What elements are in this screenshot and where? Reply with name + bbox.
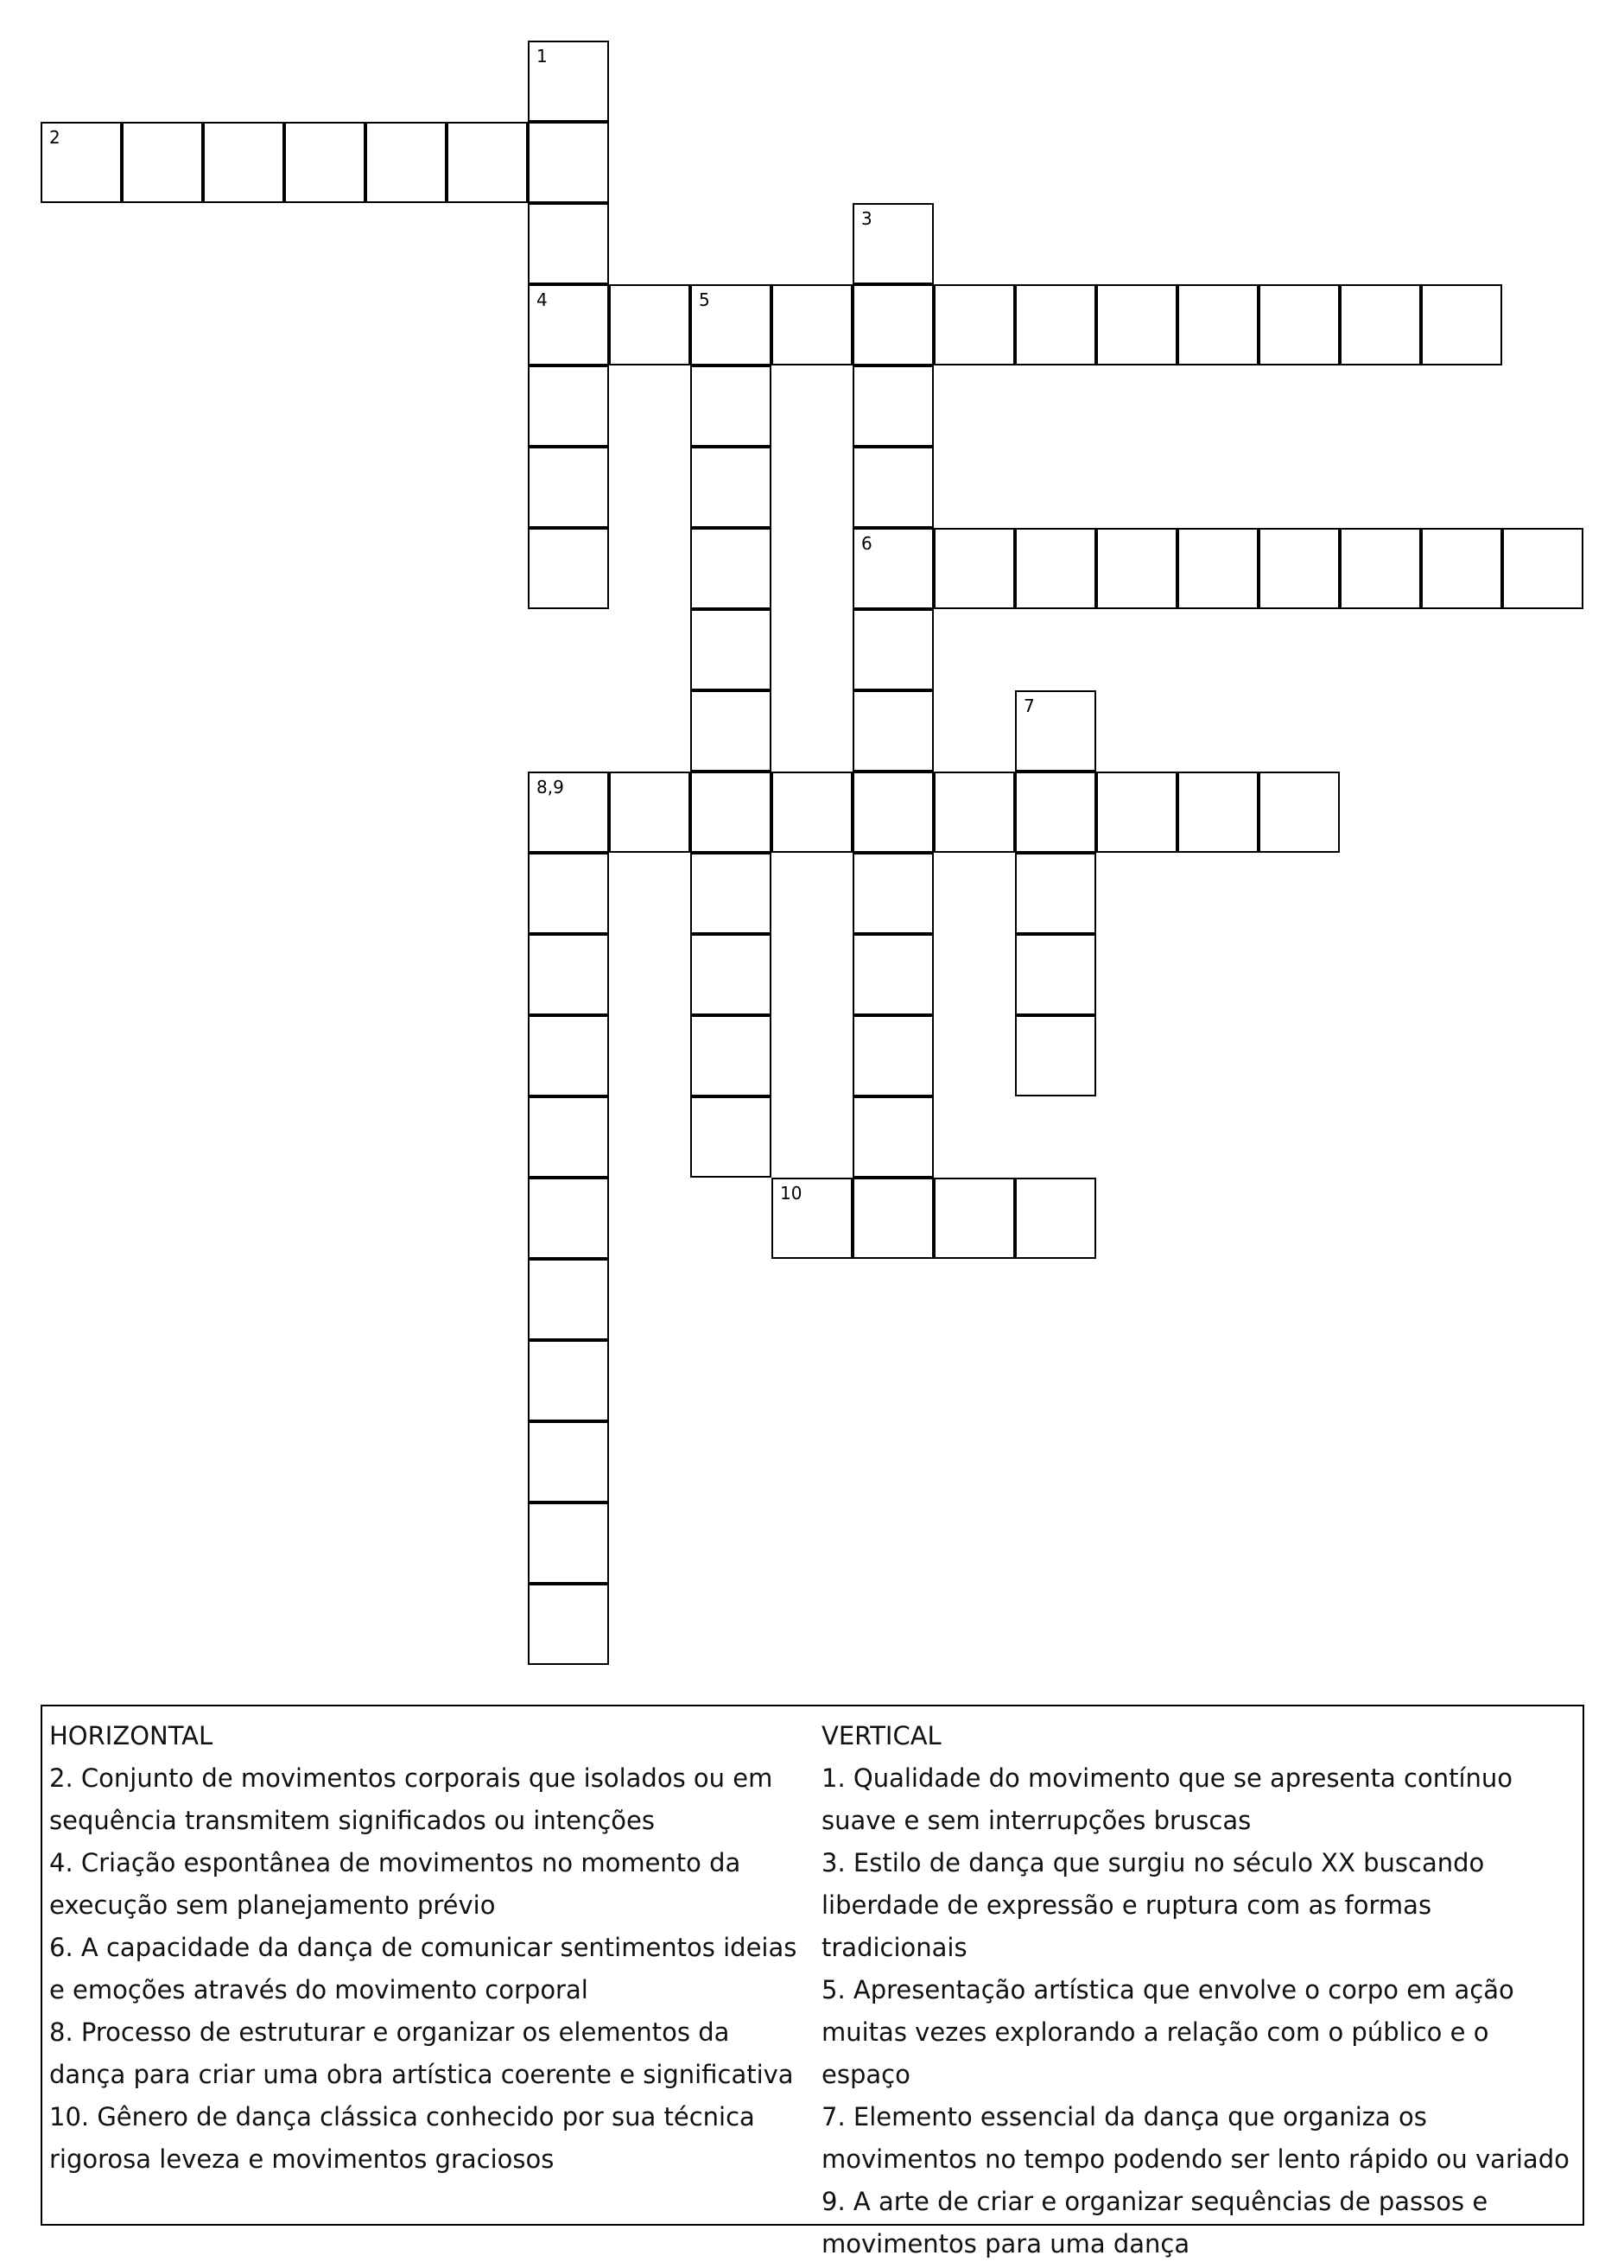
crossword-cell[interactable] [853, 609, 934, 690]
crossword-cell[interactable] [853, 690, 934, 772]
crossword-cell[interactable] [934, 284, 1015, 365]
crossword-cell[interactable] [853, 1178, 934, 1259]
crossword-cell[interactable] [1096, 528, 1177, 609]
crossword-cell[interactable] [528, 284, 609, 365]
crossword-cell[interactable] [609, 284, 690, 365]
crossword-cell[interactable] [365, 122, 447, 203]
crossword-cell[interactable] [690, 690, 771, 772]
crossword-cell[interactable] [528, 772, 609, 853]
clues-box [41, 1705, 1584, 2258]
crossword-cell[interactable] [853, 447, 934, 528]
crossword-cell[interactable] [528, 41, 609, 122]
clue-4-across: 4. Criação espontânea de movimentos no momento da execução sem planejamento prévio [49, 1848, 741, 1920]
crossword-cell[interactable] [41, 122, 122, 203]
crossword-cell[interactable] [853, 365, 934, 447]
crossword-cell[interactable] [1015, 1015, 1096, 1096]
crossword-cell[interactable] [690, 934, 771, 1015]
crossword-cell[interactable] [203, 122, 284, 203]
crossword-cell[interactable] [771, 284, 853, 365]
clue-6-across: 6. A capacidade da dança de comunicar sentimentos ideias e emoções através do movimento corporal [49, 1933, 797, 2004]
crossword-cell[interactable] [853, 284, 934, 365]
crossword-cell[interactable] [690, 284, 771, 365]
crossword-cell[interactable] [690, 609, 771, 690]
crossword-cell[interactable] [1340, 528, 1421, 609]
crossword-cell[interactable] [528, 853, 609, 934]
crossword-cell[interactable] [528, 1015, 609, 1096]
crossword-cell[interactable] [853, 853, 934, 934]
clue-7-down: 7. Elemento essencial da dança que organiza os movimentos no tempo podendo ser lento rápido ou variado [822, 2102, 1570, 2174]
clue-number: 8,9 [536, 777, 564, 797]
crossword-cell[interactable] [284, 122, 365, 203]
crossword-cell[interactable] [528, 122, 609, 203]
clue-number: 6 [861, 533, 872, 554]
crossword-cell[interactable] [122, 122, 203, 203]
clue-number: 3 [861, 208, 872, 229]
crossword-cell[interactable] [1015, 934, 1096, 1015]
clue-9-down: 9. A arte de criar e organizar sequências de passos e movimentos para uma dança [822, 2187, 1488, 2258]
crossword-cell[interactable] [528, 1502, 609, 1584]
crossword-cell[interactable] [1177, 772, 1259, 853]
crossword-cell[interactable] [853, 934, 934, 1015]
crossword-cell[interactable] [1421, 284, 1502, 365]
crossword-cell[interactable] [690, 853, 771, 934]
crossword-cell[interactable] [690, 1096, 771, 1178]
crossword-cell[interactable] [1015, 853, 1096, 934]
clue-1-down: 1. Qualidade do movimento que se apresenta contínuo suave e sem interrupções bruscas [822, 1763, 1513, 1835]
horizontal-clues [49, 1715, 809, 2181]
crossword-cell[interactable] [528, 1259, 609, 1340]
crossword-cell[interactable] [1259, 772, 1340, 853]
clue-number: 5 [699, 289, 710, 310]
horizontal-heading: HORIZONTAL [49, 1721, 213, 1750]
crossword-cell[interactable] [853, 772, 934, 853]
crossword-cell[interactable] [528, 1340, 609, 1421]
crossword-cell[interactable] [1421, 528, 1502, 609]
crossword-cell[interactable] [1015, 284, 1096, 365]
clue-number: 7 [1024, 696, 1035, 716]
crossword-cell[interactable] [1015, 690, 1096, 772]
crossword-cell[interactable] [853, 1096, 934, 1178]
clue-number: 2 [49, 127, 60, 148]
crossword-cell[interactable] [1340, 284, 1421, 365]
crossword-cell[interactable] [528, 528, 609, 609]
crossword-cell[interactable] [934, 772, 1015, 853]
crossword-cell[interactable] [771, 772, 853, 853]
clue-3-down: 3. Estilo de dança que surgiu no século XX buscando liberdade de expressão e ruptura com as formas tradicionais [822, 1848, 1485, 1962]
clue-number: 1 [536, 46, 548, 67]
crossword-cell[interactable] [1015, 772, 1096, 853]
crossword-cell[interactable] [1096, 772, 1177, 853]
vertical-heading: VERTICAL [822, 1721, 942, 1750]
crossword-cell[interactable] [1015, 1178, 1096, 1259]
crossword-cell[interactable] [528, 1096, 609, 1178]
crossword-cell[interactable] [609, 772, 690, 853]
crossword-cell[interactable] [934, 1178, 1015, 1259]
crossword-cell[interactable] [690, 1015, 771, 1096]
clue-8-across: 8. Processo de estruturar e organizar os elementos da dança para criar uma obra artística coerente e significativa [49, 2017, 794, 2089]
crossword-cell[interactable] [690, 528, 771, 609]
crossword-cell[interactable] [528, 934, 609, 1015]
clue-5-down: 5. Apresentação artística que envolve o corpo em ação muitas vezes explorando a relação com o público e o espaço [822, 1975, 1514, 2089]
crossword-cell[interactable] [1259, 284, 1340, 365]
crossword-cell[interactable] [528, 1178, 609, 1259]
crossword-cell[interactable] [528, 447, 609, 528]
crossword-cell[interactable] [690, 365, 771, 447]
crossword-cell[interactable] [853, 1015, 934, 1096]
vertical-clues [822, 1715, 1582, 2265]
crossword-cell[interactable] [528, 1584, 609, 1665]
crossword-cell[interactable] [528, 1421, 609, 1502]
crossword-cell[interactable] [853, 528, 934, 609]
clue-2-across: 2. Conjunto de movimentos corporais que isolados ou em sequência transmitem significados ou intenções [49, 1763, 773, 1835]
crossword-cell[interactable] [690, 447, 771, 528]
crossword-cell[interactable] [528, 203, 609, 284]
crossword-cell[interactable] [690, 772, 771, 853]
crossword-cell[interactable] [1259, 528, 1340, 609]
crossword-cell[interactable] [771, 1178, 853, 1259]
crossword-cell[interactable] [934, 528, 1015, 609]
crossword-cell[interactable] [1177, 284, 1259, 365]
crossword-cell[interactable] [528, 365, 609, 447]
crossword-cell[interactable] [1015, 528, 1096, 609]
clue-number: 4 [536, 289, 548, 310]
crossword-cell[interactable] [447, 122, 528, 203]
crossword-cell[interactable] [1096, 284, 1177, 365]
crossword-cell[interactable] [1177, 528, 1259, 609]
clue-number: 10 [780, 1183, 802, 1204]
clue-10-across: 10. Gênero de dança clássica conhecido por sua técnica rigorosa leveza e movimentos graciosos [49, 2102, 755, 2174]
crossword-cell[interactable] [1502, 528, 1583, 609]
crossword-cell[interactable] [853, 203, 934, 284]
